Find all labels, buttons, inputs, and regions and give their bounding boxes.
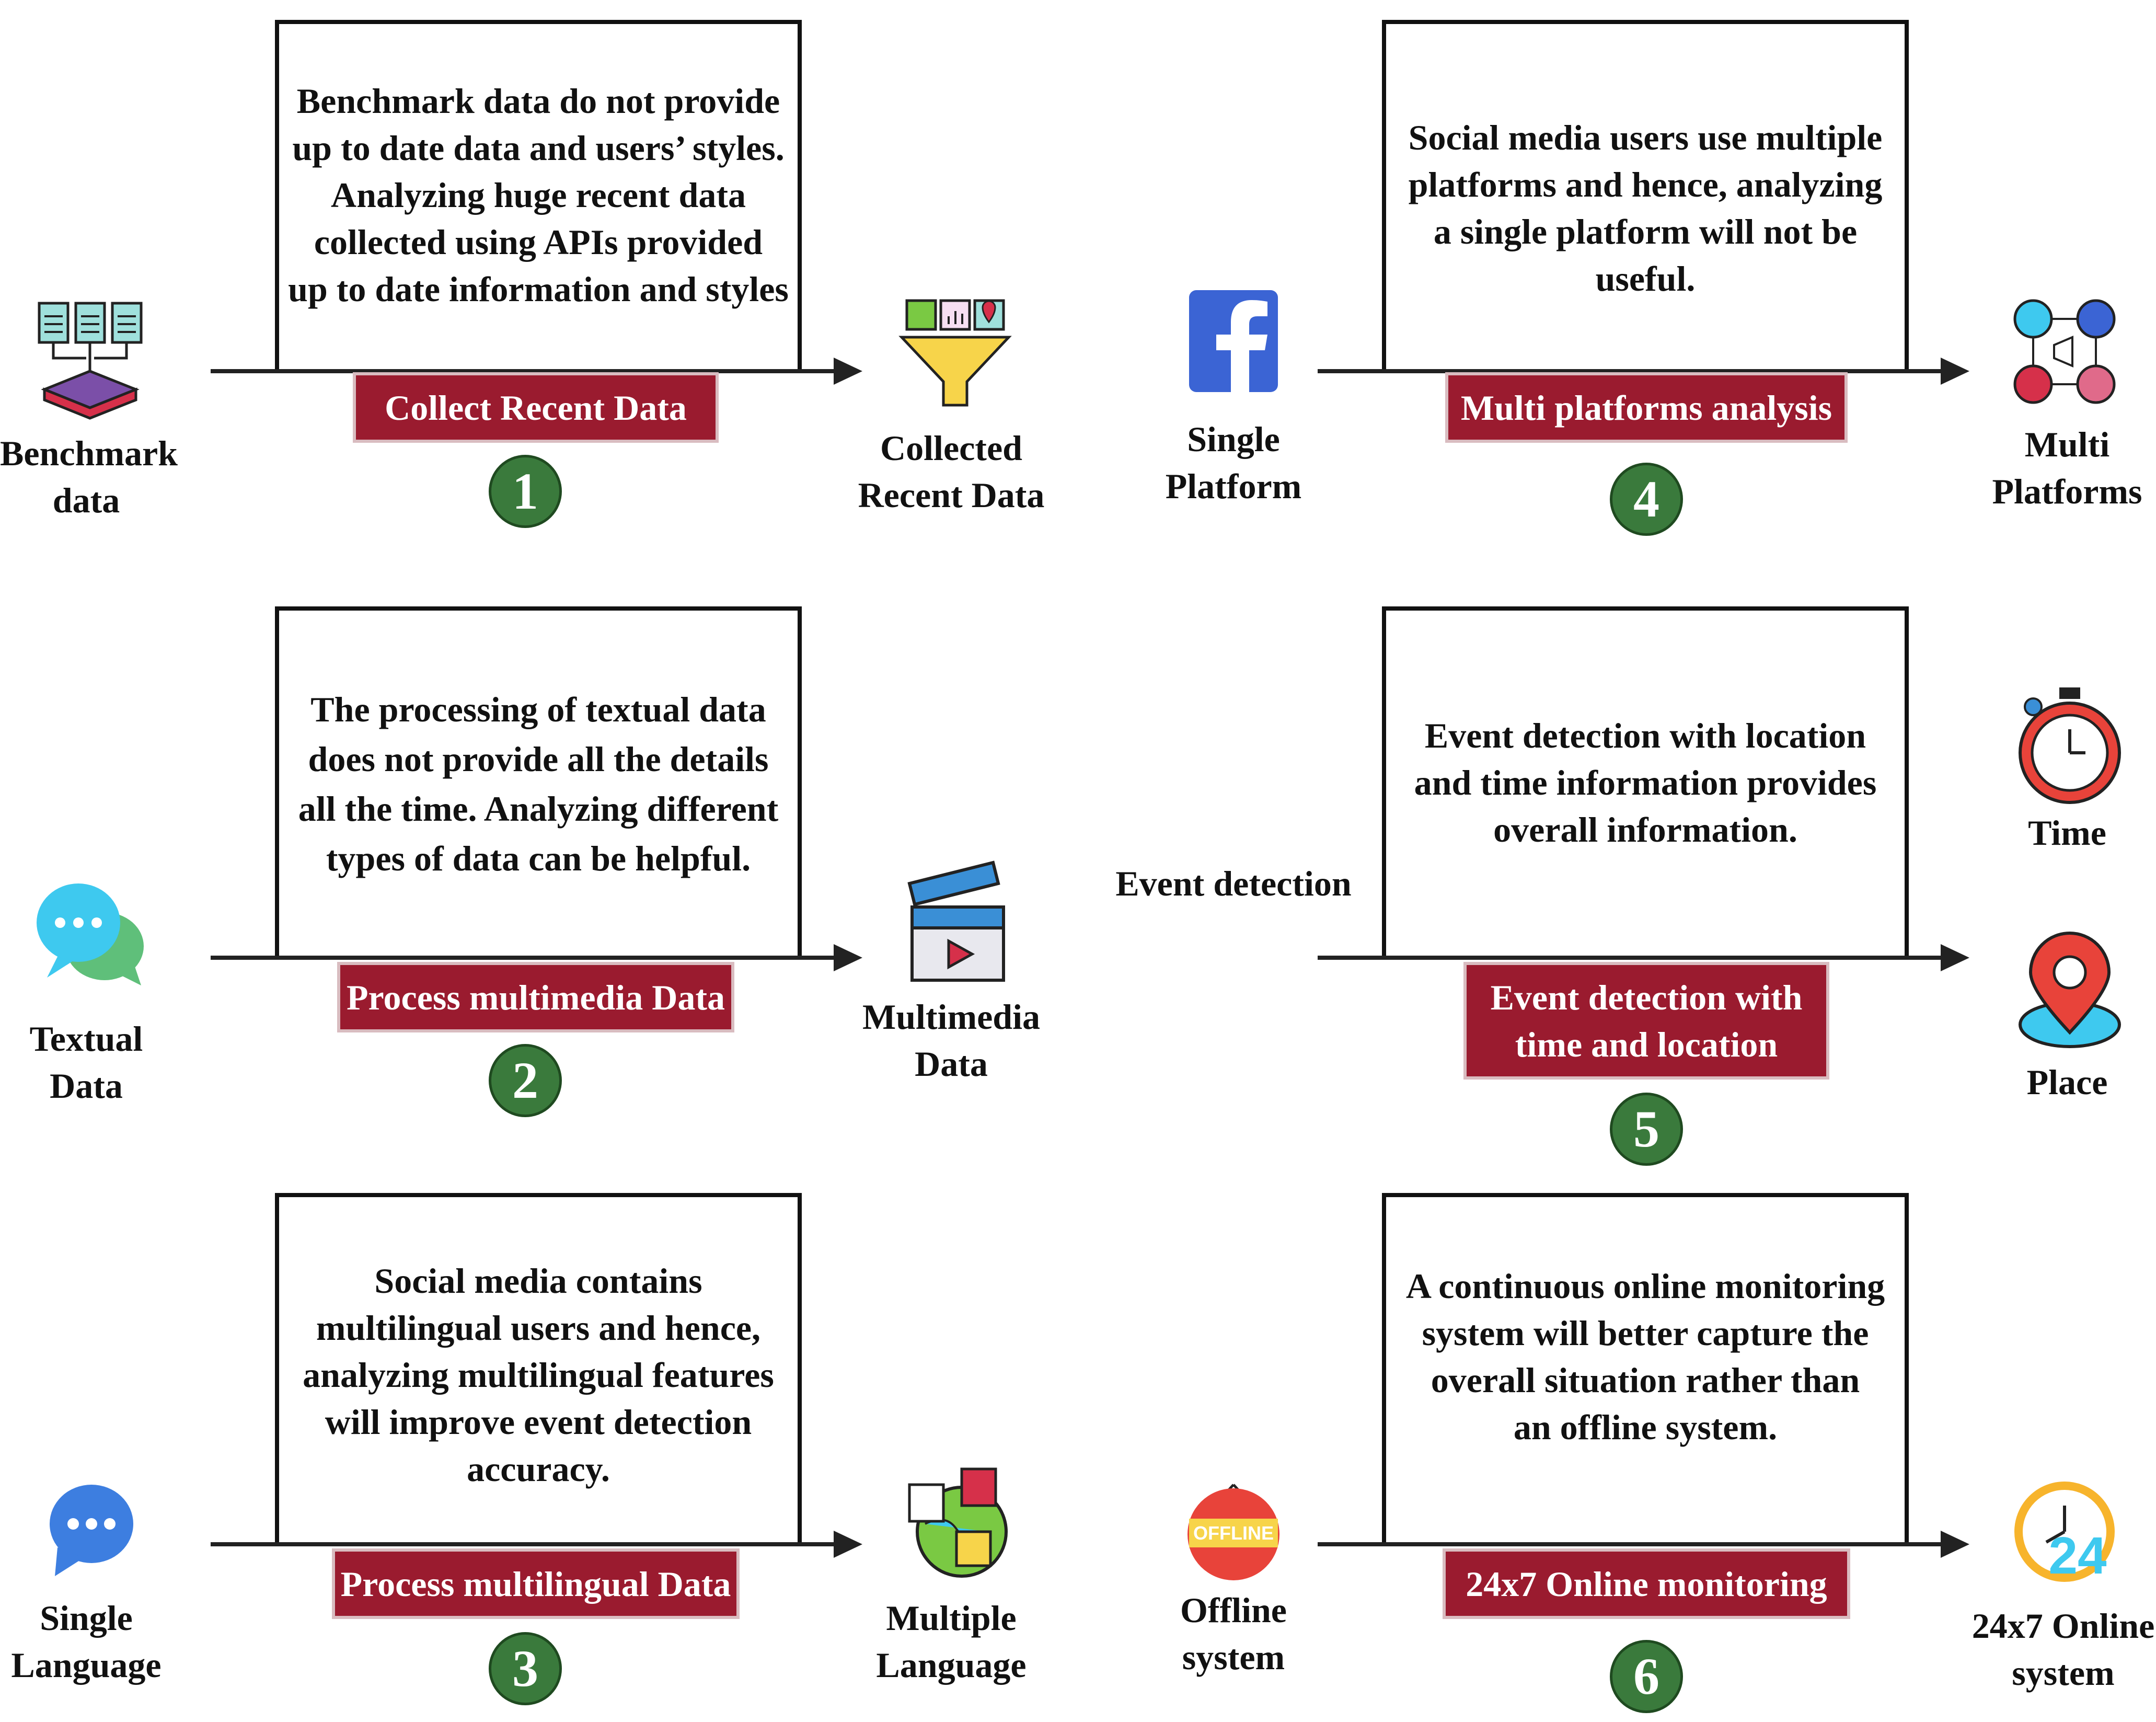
document-stack-icon <box>39 303 141 418</box>
source-label-6-line-2: system <box>1182 1637 1285 1677</box>
box-1-text <box>277 77 800 313</box>
box-4-line-1: Social media users use multiple <box>1408 118 1883 157</box>
banner-6-label: 24x7 Online monitoring <box>1466 1564 1827 1604</box>
target-label-3-line-1: Multiple <box>886 1598 1017 1638</box>
box-6-line-2: system will better capture the <box>1422 1313 1869 1353</box>
source-label-6 <box>1145 1587 1322 1681</box>
box-5-line-3: overall information. <box>1493 810 1797 849</box>
source-label-3 <box>0 1594 172 1689</box>
step-circle-2 <box>489 1044 562 1117</box>
box-5-text <box>1384 712 1907 853</box>
step-circle-6 <box>1610 1640 1683 1713</box>
step-number-1: 1 <box>512 462 538 520</box>
box-3-line-3: analyzing multilingual features <box>303 1355 774 1395</box>
source-label-4-line-2: Platform <box>1165 466 1302 506</box>
box-1-line-3: Analyzing huge recent data <box>331 175 746 215</box>
target-label-4-line-1: Multi <box>2024 424 2110 464</box>
target-label-2-line-2: Data <box>915 1044 988 1084</box>
location-pin-icon <box>2020 933 2119 1047</box>
target-label-3 <box>857 1594 1045 1689</box>
source-label-4 <box>1145 416 1322 510</box>
clapperboard-icon <box>909 863 1004 980</box>
speech-bubble-icon <box>50 1485 133 1576</box>
translation-globe-icon <box>909 1469 1006 1576</box>
step-number-2: 2 <box>512 1051 538 1109</box>
source-label-5-line-1: Event detection <box>1115 864 1352 903</box>
box-5-line-1: Event detection with location <box>1424 716 1866 755</box>
banner-5 <box>1463 962 1829 1080</box>
step-number-3: 3 <box>512 1639 538 1697</box>
source-label-2-line-2: Data <box>50 1066 123 1106</box>
arrowhead-3 <box>834 1531 862 1558</box>
offline-sign-icon <box>1187 1485 1279 1580</box>
source-label-2 <box>0 1015 172 1109</box>
banner-5-label-1: Event detection with <box>1490 977 1803 1017</box>
target-label-4 <box>1981 421 2153 515</box>
target-label-1 <box>857 424 1045 519</box>
banner-5-label-2: time and location <box>1515 1024 1778 1064</box>
arrowhead-4 <box>1941 358 1969 385</box>
box-2-line-1: The processing of textual data <box>310 690 766 729</box>
banner-1-label: Collect Recent Data <box>385 387 687 428</box>
source-label-3-line-2: Language <box>11 1645 162 1685</box>
svg-text:OFFLINE: OFFLINE <box>1193 1522 1274 1544</box>
arrowhead-1 <box>834 358 862 385</box>
box-4-line-4: useful. <box>1595 259 1696 299</box>
box-2-line-3: all the time. Analyzing different <box>298 789 779 829</box>
stopwatch-icon <box>2020 687 2119 802</box>
target-label-4-line-2: Platforms <box>1992 472 2142 511</box>
facebook-icon <box>1189 290 1278 392</box>
target-label-6-line-2: system <box>2012 1653 2115 1693</box>
banner-3 <box>332 1548 740 1619</box>
box-6-line-3: overall situation rather than <box>1431 1360 1860 1400</box>
box-1-line-1: Benchmark data do not provide <box>296 81 780 121</box>
box-6-line-1: A continuous online monitoring <box>1405 1266 1885 1306</box>
box-5-line-2: and time information provides <box>1414 763 1877 802</box>
target-label-2-line-1: Multimedia <box>862 997 1040 1037</box>
step-circle-4 <box>1610 463 1683 536</box>
banner-4 <box>1445 372 1848 443</box>
source-label-5 <box>1103 860 1364 907</box>
chat-bubbles-icon <box>37 883 144 985</box>
box-3-line-5: accuracy. <box>467 1449 610 1489</box>
box-4-line-3: a single platform will not be <box>1433 212 1858 251</box>
target-label-1-line-1: Collected <box>880 428 1022 468</box>
box-4-text <box>1384 114 1907 302</box>
banner-4-label: Multi platforms analysis <box>1460 387 1832 428</box>
target-label-6 <box>1970 1602 2156 1696</box>
box-1-line-4: collected using APIs provided <box>314 222 763 262</box>
step-circle-3 <box>489 1632 562 1705</box>
box-2-text <box>277 685 800 883</box>
box-4-line-2: platforms and hence, analyzing <box>1408 165 1883 204</box>
arrowhead-6 <box>1941 1531 1969 1558</box>
source-label-3-line-1: Single <box>40 1598 133 1638</box>
target-label-5-time-line-1: Time <box>2028 813 2106 853</box>
banner-6 <box>1443 1548 1850 1619</box>
box-1-line-5: up to date information and styles <box>288 269 789 309</box>
target-label-1-line-2: Recent Data <box>858 475 1045 515</box>
step-number-6: 6 <box>1633 1647 1659 1705</box>
clock-24-icon <box>2019 1486 2111 1585</box>
source-label-2-line-1: Textual <box>29 1019 143 1059</box>
box-6-line-4: an offline system. <box>1513 1407 1778 1447</box>
social-network-icon <box>2015 301 2114 403</box>
target-label-5-time <box>1981 809 2153 856</box>
target-label-5-place <box>1981 1059 2153 1106</box>
box-2-line-2: does not provide all the details <box>308 739 769 779</box>
svg-text:24: 24 <box>2048 1526 2107 1585</box>
box-3-line-4: will improve event detection <box>325 1402 752 1442</box>
box-3-text <box>277 1257 800 1493</box>
banner-2 <box>337 962 734 1032</box>
step-circle-1 <box>489 455 562 528</box>
source-label-1-line-2: data <box>52 480 120 520</box>
target-label-5-place-line-1: Place <box>2026 1062 2108 1102</box>
step-number-5: 5 <box>1633 1100 1659 1158</box>
source-label-6-line-1: Offline <box>1180 1590 1287 1630</box>
arrowhead-5 <box>1941 944 1969 971</box>
box-2-line-4: types of data can be helpful. <box>326 839 751 878</box>
arrowhead-2 <box>834 944 862 971</box>
source-label-1 <box>0 430 178 524</box>
banner-3-label: Process multilingual Data <box>340 1564 731 1604</box>
source-label-1-line-1: Benchmark <box>0 433 178 473</box>
target-label-2 <box>857 993 1045 1087</box>
step-number-4: 4 <box>1633 470 1659 528</box>
target-label-6-line-1: 24x7 Online <box>1971 1606 2155 1646</box>
banner-1 <box>353 372 719 443</box>
box-1-line-2: up to date data and users’ styles. <box>292 128 785 168</box>
step-circle-5 <box>1610 1093 1683 1166</box>
box-6-text <box>1384 1262 1907 1451</box>
box-3-line-1: Social media contains <box>374 1261 702 1301</box>
box-3-line-2: multilingual users and hence, <box>316 1308 761 1348</box>
data-funnel-icon <box>902 301 1009 405</box>
banner-2-label: Process multimedia Data <box>347 977 725 1017</box>
source-label-4-line-1: Single <box>1187 419 1280 459</box>
target-label-3-line-2: Language <box>876 1645 1027 1685</box>
